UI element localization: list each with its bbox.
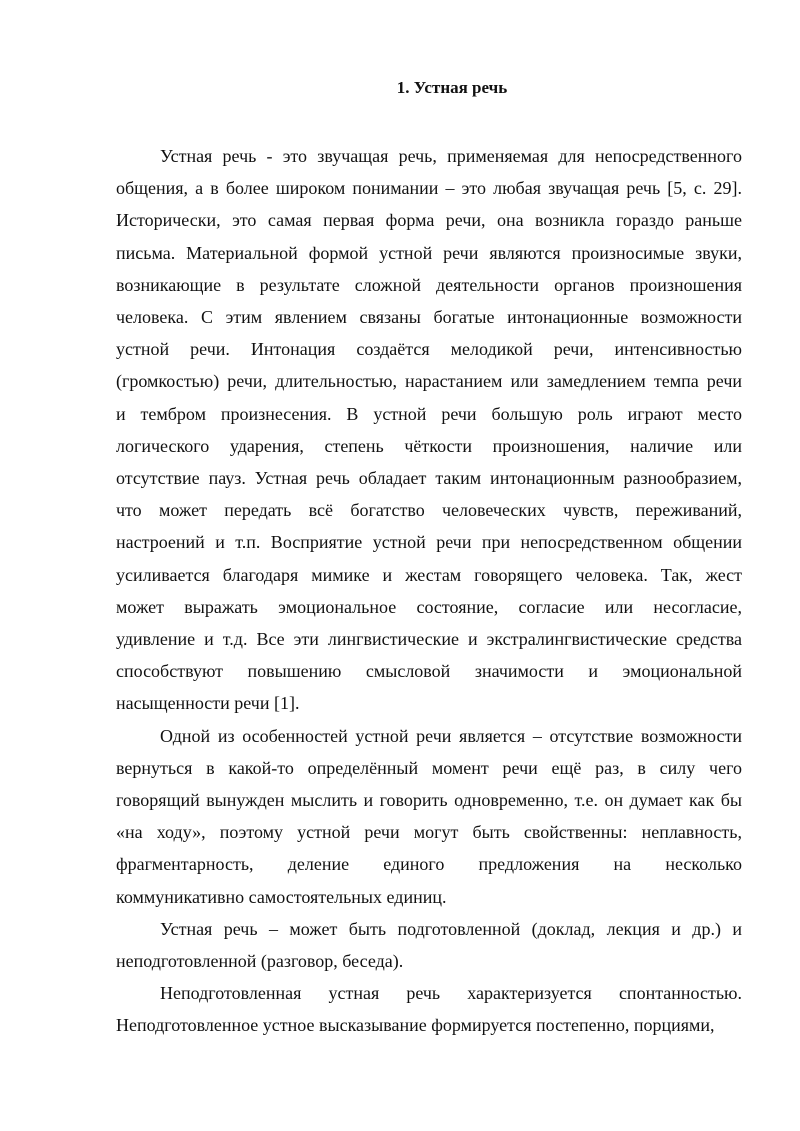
text-line: способствуют повышению смысловой значимости и эмоциональной xyxy=(116,661,742,682)
text-line: усиливается благодаря мимике и жестам говорящего человека. Так, жест xyxy=(116,564,742,585)
text-line: письма. Материальной формой устной речи являются произносимые звуки, xyxy=(116,242,742,263)
text-line: человека. С этим явлением связаны богатые интонационные возможности xyxy=(116,307,742,328)
text-line: возникающие в результате сложной деятельности органов произношения xyxy=(116,274,742,295)
paragraph xyxy=(116,913,742,977)
text-line: что может передать всё богатство человеческих чувств, переживаний, xyxy=(116,500,742,521)
text-line: устной речи. Интонация создаётся мелодикой речи, интенсивностью xyxy=(116,339,742,360)
text-line: общения, а в более широком понимании – это любая звучащая речь [5, с. 29]. xyxy=(116,178,742,199)
text-line: коммуникативно самостоятельных единиц. xyxy=(116,886,447,907)
text-line: Исторически, это самая первая форма речи, она возникла гораздо раньше xyxy=(116,210,742,231)
paragraph xyxy=(116,720,742,913)
text-line: Неподготовленное устное высказывание формируется постепенно, порциями, xyxy=(116,1015,715,1036)
text-line: фрагментарность, деление единого предложения на несколько xyxy=(116,854,742,875)
text-line: Неподготовленная устная речь характеризуется спонтанностью. xyxy=(160,983,742,1004)
document-page xyxy=(116,0,742,1131)
text-line: настроений и т.п. Восприятие устной речи при непосредственном общении xyxy=(116,532,742,553)
text-line: Устная речь – может быть подготовленной (доклад, лекция и др.) и xyxy=(160,918,742,939)
text-line: может выражать эмоциональное состояние, согласие или несогласие, xyxy=(116,596,742,617)
paragraph xyxy=(116,977,742,1041)
text-line: неподготовленной (разговор, беседа). xyxy=(116,951,404,972)
text-line: отсутствие пауз. Устная речь обладает таким интонационным разнообразием, xyxy=(116,468,742,489)
text-line: и тембром произнесения. В устной речи большую роль играют место xyxy=(116,403,742,424)
text-line: говорящий вынужден мыслить и говорить одновременно, т.е. он думает как бы xyxy=(116,790,742,811)
text-line: Одной из особенностей устной речи является – отсутствие возможности xyxy=(160,725,742,746)
text-line: (громкостью) речи, длительностью, нарастанием или замедлением темпа речи xyxy=(116,371,742,392)
text-line: «на ходу», поэтому устной речи могут быть свойственны: неплавность, xyxy=(116,822,742,843)
section-heading: 1. Устная речь xyxy=(396,78,508,97)
text-line: Устная речь - это звучащая речь, применяемая для непосредственного xyxy=(160,146,742,166)
text-line: вернуться в какой-то определённый момент речи ещё раз, в силу чего xyxy=(116,757,742,778)
text-line: удивление и т.д. Все эти лингвистические и экстралингвистические средства xyxy=(116,629,742,650)
document-body xyxy=(116,140,742,1042)
paragraph xyxy=(116,140,742,720)
text-line: логического ударения, степень чёткости произношения, наличие или xyxy=(116,435,742,456)
text-line: насыщенности речи [1]. xyxy=(116,693,300,714)
